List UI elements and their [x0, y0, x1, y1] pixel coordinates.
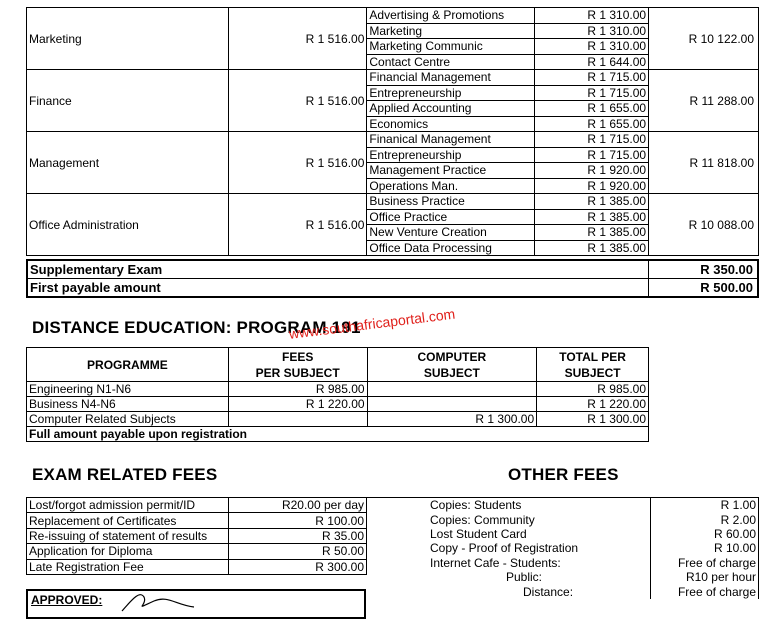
distance-education-table [26, 347, 649, 442]
table-row [27, 559, 367, 574]
subject-fee: R 1 644.00 [535, 54, 649, 70]
de-programme: Engineering N1-N6 [27, 382, 229, 397]
other-fees-table [367, 497, 759, 599]
exam-fee-label: Re-issuing of statement of results [27, 528, 229, 543]
subject-name: Advertising & Promotions [367, 8, 535, 24]
approved-label: APPROVED: [31, 593, 103, 607]
table-row [27, 427, 649, 442]
subject-fee: R 1 715.00 [535, 85, 649, 101]
subject-name: Marketing Communic [367, 39, 535, 55]
subject-name: Management Practice [367, 163, 535, 179]
table-row [27, 544, 367, 559]
subject-name: Marketing [367, 23, 535, 39]
approved-box [26, 589, 366, 619]
table-row [367, 570, 759, 584]
table-row [27, 260, 758, 279]
header-fees-line1: FEES [282, 349, 314, 364]
de-footer: Full amount payable upon registration [27, 427, 649, 442]
table-row [27, 382, 649, 397]
supplementary-value: R 350.00 [648, 260, 758, 279]
de-total: R 985.00 [537, 382, 649, 397]
exam-fee-value: R 300.00 [228, 559, 366, 574]
header-computer-line1: COMPUTER [417, 349, 487, 364]
header-total [537, 348, 649, 382]
subject-fee: R 1 655.00 [535, 116, 649, 132]
exam-fee-value: R 35.00 [228, 528, 366, 543]
table-row [367, 556, 759, 570]
header-fees-line2: PER SUBJECT [255, 365, 340, 380]
first-payable-label: First payable amount [27, 279, 648, 298]
table-row [27, 498, 367, 513]
de-fee: R 985.00 [228, 382, 367, 397]
exam-fee-label: Late Registration Fee [27, 559, 229, 574]
other-fee-value: R 10.00 [651, 541, 759, 555]
other-fee-value: R10 per hour [651, 570, 759, 584]
subject-name: Finanical Management [367, 132, 535, 148]
subject-fee: R 1 920.00 [535, 178, 649, 194]
exam-fee-label: Application for Diploma [27, 544, 229, 559]
subject-name: New Venture Creation [367, 225, 535, 241]
header-total-line1: TOTAL PER [559, 349, 626, 364]
subject-name: Office Practice [367, 209, 535, 225]
subject-name: Entrepreneurship [367, 85, 535, 101]
subject-fee: R 1 385.00 [535, 240, 649, 256]
other-fee-value: R 1.00 [651, 498, 759, 513]
other-fee-value: R 2.00 [651, 512, 759, 526]
table-row [367, 584, 759, 598]
other-fee-label: Distance: [367, 584, 651, 598]
other-fee-value: Free of charge [651, 556, 759, 570]
other-fee-label: Public: [367, 570, 651, 584]
subject-fee: R 1 310.00 [535, 39, 649, 55]
programme-name: Office Administration [27, 194, 229, 256]
subject-fee: R 1 310.00 [535, 23, 649, 39]
subject-fee: R 1 715.00 [535, 70, 649, 86]
programme-total: R 10 122.00 [649, 8, 759, 70]
distance-education-heading: DISTANCE EDUCATION: PROGRAM 191 [32, 318, 361, 337]
subject-fee: R 1 385.00 [535, 209, 649, 225]
other-fee-value: Free of charge [651, 584, 759, 598]
de-computer: R 1 300.00 [367, 412, 537, 427]
table-row [27, 8, 759, 24]
programme-name: Finance [27, 70, 229, 132]
table-row [27, 397, 649, 412]
header-fees [228, 348, 367, 382]
subject-fee: R 1 655.00 [535, 101, 649, 117]
programme-fee: R 1 516.00 [228, 70, 367, 132]
subject-name: Entrepreneurship [367, 147, 535, 163]
header-programme: PROGRAMME [27, 348, 229, 382]
de-fee [228, 412, 367, 427]
table-row [367, 527, 759, 541]
programme-fees-body [27, 8, 759, 256]
programme-fee: R 1 516.00 [228, 194, 367, 256]
subject-fee: R 1 715.00 [535, 132, 649, 148]
table-row [27, 132, 759, 148]
subject-fee: R 1 715.00 [535, 147, 649, 163]
other-fees-heading: OTHER FEES [508, 465, 619, 484]
first-payable-value: R 500.00 [648, 279, 758, 298]
subject-name: Operations Man. [367, 178, 535, 194]
de-programme: Business N4-N6 [27, 397, 229, 412]
summary-table [26, 259, 759, 298]
subject-name: Office Data Processing [367, 240, 535, 256]
other-fee-label: Lost Student Card [367, 527, 651, 541]
table-row [367, 512, 759, 526]
table-row [27, 412, 649, 427]
programme-name: Management [27, 132, 229, 194]
de-fee: R 1 220.00 [228, 397, 367, 412]
programme-fee: R 1 516.00 [228, 132, 367, 194]
exam-fee-label: Lost/forgot admission permit/ID [27, 498, 229, 513]
programme-fee: R 1 516.00 [228, 8, 367, 70]
other-fee-value: R 60.00 [651, 527, 759, 541]
other-fee-label: Copies: Community [367, 512, 651, 526]
de-total: R 1 300.00 [537, 412, 649, 427]
header-computer-line2: SUBJECT [423, 365, 480, 380]
table-row [27, 70, 759, 86]
table-row [27, 513, 367, 528]
programme-total: R 11 288.00 [649, 70, 759, 132]
subject-name: Business Practice [367, 194, 535, 210]
exam-fees-heading: EXAM RELATED FEES [32, 465, 218, 484]
other-fee-label: Internet Cafe - Students: [367, 556, 651, 570]
subject-fee: R 1 920.00 [535, 163, 649, 179]
subject-name: Economics [367, 116, 535, 132]
exam-fee-value: R 50.00 [228, 544, 366, 559]
exam-fees-table [26, 497, 367, 575]
de-total: R 1 220.00 [537, 397, 649, 412]
subject-fee: R 1 310.00 [535, 8, 649, 24]
subject-name: Applied Accounting [367, 101, 535, 117]
header-total-line2: SUBJECT [564, 365, 621, 380]
de-computer [367, 397, 537, 412]
exam-fee-value: R 100.00 [228, 513, 366, 528]
other-fee-label: Copies: Students [367, 498, 651, 513]
table-row [367, 541, 759, 555]
header-computer [367, 348, 537, 382]
other-fee-label: Copy - Proof of Registration [367, 541, 651, 555]
programme-name: Marketing [27, 8, 229, 70]
table-header-row [27, 348, 649, 382]
watermark-text: www.southafricaportal.com [288, 305, 456, 342]
signature-mark [118, 587, 198, 613]
subject-name: Financial Management [367, 70, 535, 86]
de-computer [367, 382, 537, 397]
subject-name: Contact Centre [367, 54, 535, 70]
programme-fees-table [26, 7, 759, 256]
supplementary-label: Supplementary Exam [27, 260, 648, 279]
programme-total: R 10 088.00 [649, 194, 759, 256]
exam-fee-value: R20.00 per day [228, 498, 366, 513]
programme-total: R 11 818.00 [649, 132, 759, 194]
table-row [367, 498, 759, 513]
de-programme: Computer Related Subjects [27, 412, 229, 427]
subject-fee: R 1 385.00 [535, 194, 649, 210]
exam-fee-label: Replacement of Certificates [27, 513, 229, 528]
table-row [27, 528, 367, 543]
subject-fee: R 1 385.00 [535, 225, 649, 241]
table-row [27, 279, 758, 298]
table-row [27, 194, 759, 210]
